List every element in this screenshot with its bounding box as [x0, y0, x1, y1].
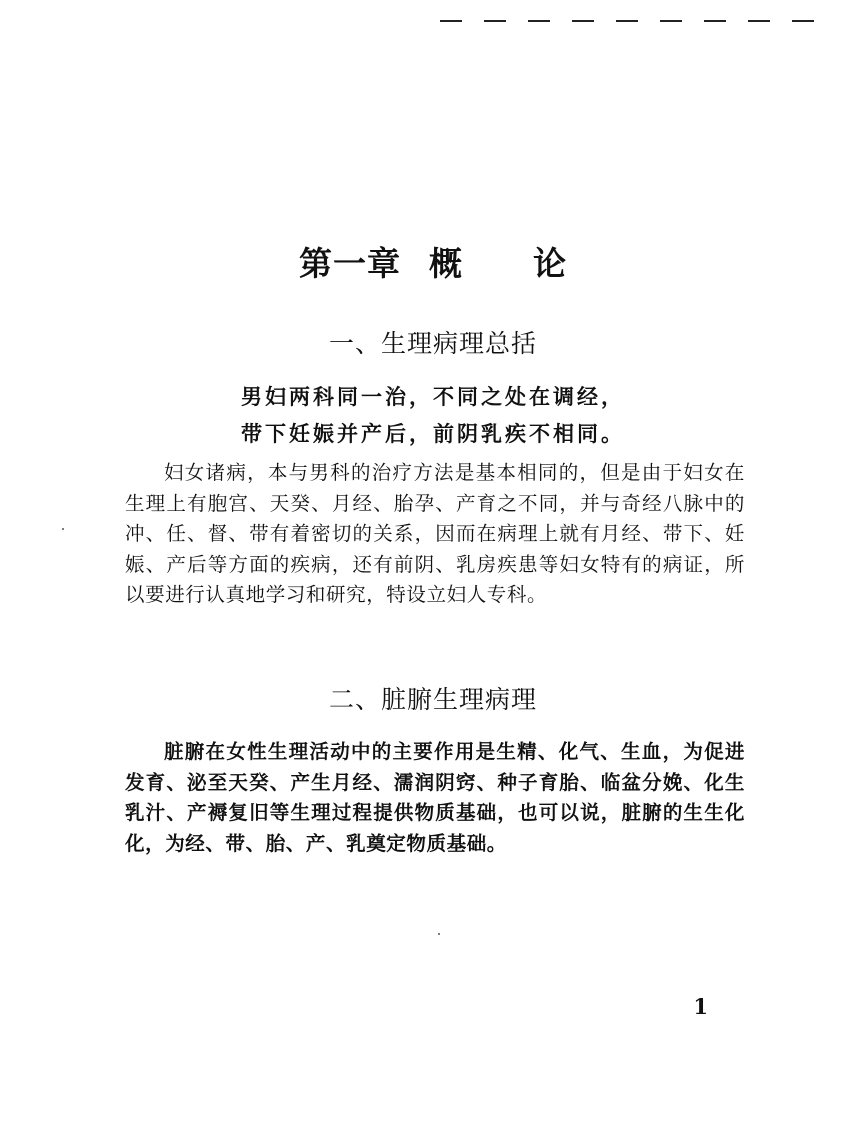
- verse-line-1: 男妇两科同一治，不同之处在调经，: [241, 385, 625, 409]
- section-2-paragraph: 脏腑在女性生理活动中的主要作用是生精、化气、生血，为促进发育、泌至天癸、产生月经、濡润阴窍、种子育胎、临盆分娩、化生乳汁、产褥复旧等生理过程提供物质基础，也可以说，脏腑的生生化化，为经、带、胎、产、乳奠定物质基础。: [125, 740, 745, 855]
- scan-speck: [62, 528, 64, 530]
- header-dashed-rule: [440, 20, 820, 22]
- chapter-number: 第一章: [299, 244, 401, 283]
- page-number: 1: [693, 994, 708, 1019]
- chapter-title-char-2: 论: [533, 244, 567, 283]
- verse-line-2: 带下妊娠并产后，前阴乳疾不相同。: [241, 422, 625, 446]
- section-1-paragraph: 妇女诸病，本与男科的治疗方法是基本相同的，但是由于妇女在生理上有胞宫、天癸、月经、胎孕、产育之不同，并与奇经八脉中的冲、任、督、带有着密切的关系，因而在病理上就有月经、带下、妊娠、产后等方面的疾病，还有前阴、乳房疾患等妇女特有的病证，所以要进行认真地学习和研究，特设立妇人专科。: [125, 461, 745, 606]
- section-heading-1: 一、生理病理总括: [328, 329, 537, 358]
- section-heading-2: 二、脏腑生理病理: [328, 685, 537, 714]
- scan-speck: [438, 933, 440, 935]
- chapter-title: [0, 238, 866, 285]
- chapter-title-char-1: 概: [429, 244, 463, 283]
